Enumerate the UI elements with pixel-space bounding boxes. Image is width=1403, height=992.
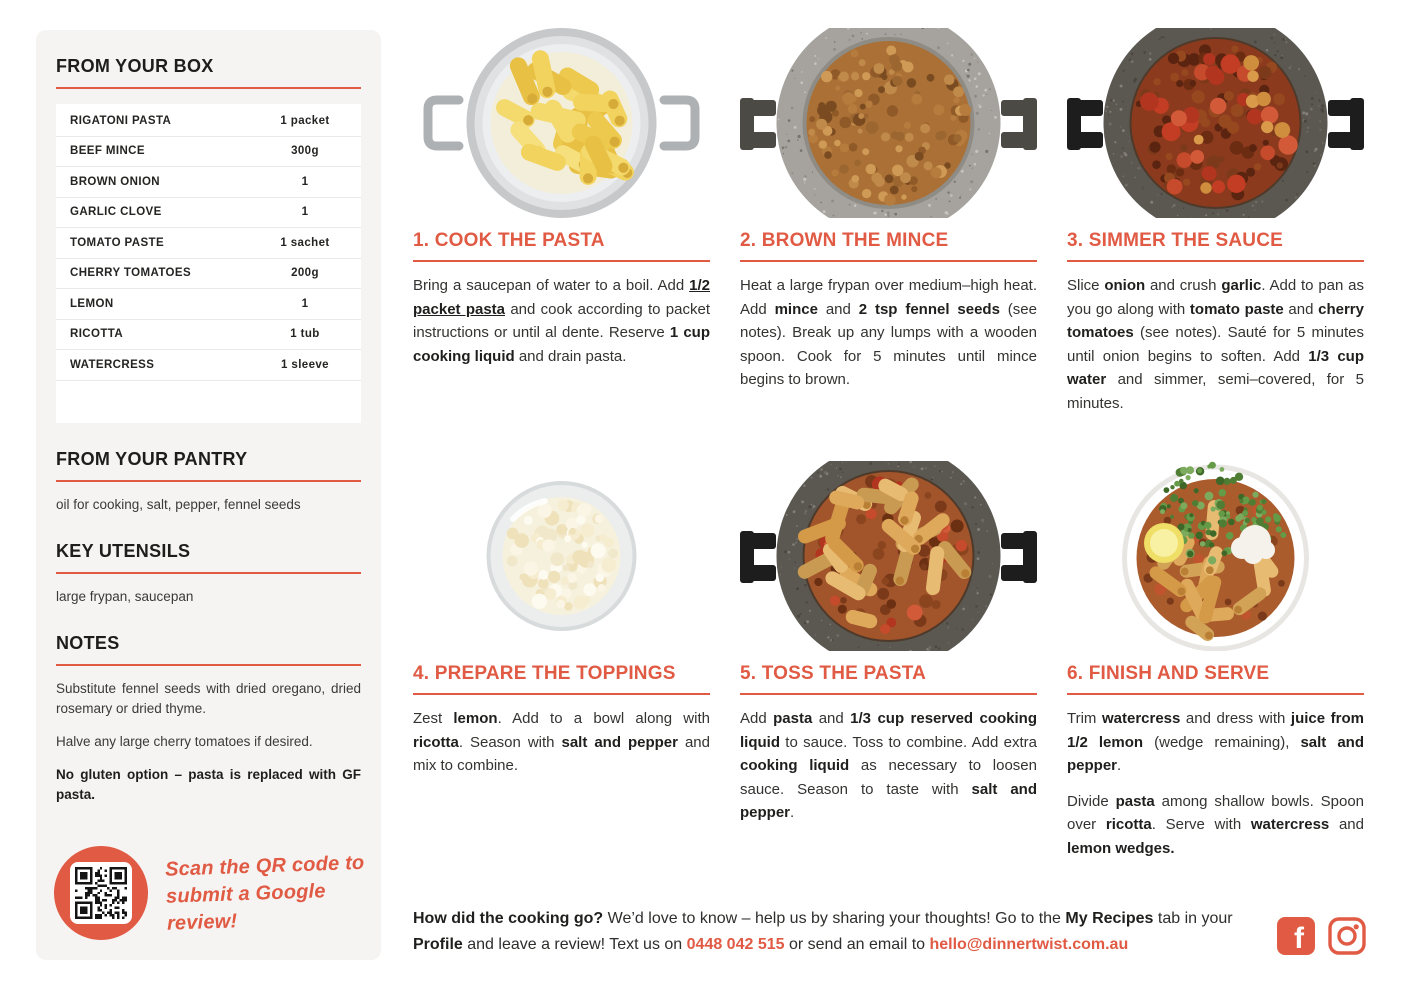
phone-number[interactable]: 0448 042 515 [686,936,785,953]
text-segment: and mix to combine. [413,733,710,774]
text-segment: lemon wedges. [1067,839,1175,857]
step-3-card [1067,28,1364,427]
steps-grid [413,28,1364,872]
text-segment: or send an email to [784,936,930,953]
from-your-pantry-title: FROM YOUR PANTRY [56,449,361,482]
ingredient-row [56,228,361,259]
text-segment: . Serve with [1151,816,1251,833]
text-segment: juice from 1/2 lemon [1067,710,1364,751]
ingredient-quantity: 200g [291,267,319,280]
text-segment: (see notes). Break up any lumps with a wooden spoon. Cook for 5 minutes until mince begins to brown. [740,300,1037,388]
ingredient-name: WATERCRESS [70,358,155,371]
sidebar [36,30,381,960]
step-5-instructions [740,707,1037,825]
from-your-box-title: FROM YOUR BOX [56,56,361,89]
text-segment: Profile [413,936,463,953]
text-segment: and [1283,300,1319,318]
social-icons [1277,917,1366,955]
email-link[interactable]: hello@dinnertwist.com.au [929,936,1129,953]
step-4-instructions [413,707,710,778]
qr-caption-line1: Scan the QR code to [164,851,365,881]
text-segment: How did the cooking go? [413,910,604,927]
ingredient-name: RICOTTA [70,328,124,341]
text-segment: (see notes). Sauté for 5 minutes until onion begins to soften. Add [1067,324,1364,365]
text-segment: salt and pepper [1067,733,1364,774]
qr-caption-line2: submit a Google review! [165,879,327,935]
text-segment: Trim [1067,710,1102,727]
ingredient-quantity: 1 [301,297,309,310]
ingredient-quantity: 1 [301,175,309,188]
text-segment: cherry tomatoes [1067,300,1364,341]
instagram-icon[interactable] [1328,917,1366,955]
text-segment: pasta [1115,792,1155,810]
mince-pan-image [740,28,1037,218]
text-segment: . Add to a bowl along with [497,710,710,727]
ingredient-row [56,106,361,137]
text-segment: and cook according to packet instructions or until al dente. Reserve [413,300,710,341]
step-2-photo [740,28,1037,218]
text-segment: Add [740,710,774,727]
ingredient-name: CHERRY TOMATOES [70,267,192,280]
step-6-photo [1067,461,1364,651]
ingredient-row [56,198,361,229]
text-segment: Slice [1067,277,1105,294]
facebook-icon[interactable] [1277,917,1315,955]
text-segment: 2 tsp fennel seeds [858,300,1000,318]
text-segment: and [1329,816,1364,833]
text-segment: watercress [1101,710,1181,727]
text-segment: Halve any large cherry tomatoes if desired. [56,733,313,749]
text-segment: Bring a saucepan of water to a boil. Add [413,277,690,294]
step-4-title: 4. PREPARE THE TOPPINGS [413,663,710,695]
ingredient-row [56,137,361,168]
text-segment: mince [774,300,818,318]
text-segment: Zest [413,710,454,727]
ingredient-quantity: 1 [301,206,309,219]
step-4-photo [413,461,710,651]
ingredient-row [56,320,361,351]
footer-feedback-text [413,906,1265,958]
step-6-card [1067,461,1364,872]
key-utensils-title: KEY UTENSILS [56,541,361,574]
utensils-items: large frypan, saucepan [56,588,194,604]
text-segment: among shallow bowls. Spoon over [1067,792,1364,833]
text-segment: to sauce. Toss to combine. Add extra [780,733,1037,751]
text-segment: 1/3 cup water [1067,347,1365,388]
text-segment: Heat a large frypan over medium–high heat. Add [740,277,1037,318]
text-segment: and dress with [1180,710,1291,727]
qr-caption [165,849,383,937]
notes-list [56,679,361,805]
text-segment: lemon [453,710,498,727]
ingredient-name: BROWN ONION [70,175,161,188]
text-segment: watercress [1250,816,1330,833]
step-2-card [740,28,1037,427]
text-segment: and simmer, semi–covered, for 5 minutes. [1067,371,1364,412]
step-5-photo [740,461,1037,651]
step-1-title: 1. COOK THE PASTA [413,230,710,262]
notes-title: NOTES [56,633,361,666]
step-6-instructions [1067,707,1364,860]
pantry-items: oil for cooking, salt, pepper, fennel seeds [56,496,301,512]
served-bowl-image [1067,461,1364,651]
text-segment: . Add to pan as you go along with [1067,277,1364,318]
text-segment: No gluten option – pasta is replaced with GF pasta. [56,766,361,802]
ingredient-quantity: 1 sleeve [281,358,329,371]
qr-code-icon [75,867,127,919]
text-segment: (wedge remaining), [1143,733,1301,751]
text-segment: onion [1104,277,1146,294]
qr-circle [54,846,148,940]
step-2-title: 2. BROWN THE MINCE [740,230,1037,262]
text-segment: We’d love to know – help us by sharing your thoughts! Go to the [603,910,1066,927]
step-6-title: 6. FINISH AND SERVE [1067,663,1364,695]
text-segment: pasta [773,710,813,727]
ingredient-name: BEEF MINCE [70,145,145,158]
ricotta-bowl-image [413,461,710,651]
text-segment: Divide [1067,792,1116,810]
text-segment: 1/2 packet pasta [413,277,710,318]
ingredient-quantity: 300g [291,145,319,158]
text-segment: and crush [1145,277,1222,294]
sauce-pot-image [1067,28,1364,218]
text-segment: ricotta [1105,816,1152,833]
ingredient-name: LEMON [70,297,114,310]
text-segment: 1 cup cooking liquid [413,324,710,365]
ingredient-row [56,167,361,198]
ingredient-name: TOMATO PASTE [70,236,165,249]
text-segment: . [1117,757,1122,774]
tossed-pasta-pot-image [740,461,1037,651]
step-1-photo [413,28,710,218]
ingredient-row [56,289,361,320]
text-segment: . Season with [458,733,562,751]
ingredient-row [56,259,361,290]
text-segment: tomato paste [1189,300,1284,318]
text-segment: and [817,300,859,318]
text-segment: Substitute fennel seeds with dried oregano, dried rosemary or dried thyme. [56,680,361,716]
ingredient-quantity: 1 packet [280,114,330,127]
step-1-card [413,28,710,427]
text-segment: cooking liquid [740,757,850,774]
text-segment: ricotta [413,733,459,751]
text-segment: and drain pasta. [514,347,627,365]
ingredient-row [56,350,361,381]
text-segment: and [812,710,851,727]
step-2-instructions [740,274,1037,392]
step-4-card [413,461,710,872]
text-segment: as necessary to loosen sauce. Season to taste with [740,757,1037,798]
google-review-block [54,846,381,940]
pasta-pot-image [413,28,710,218]
ingredients-table [56,104,361,423]
ingredient-quantity: 1 tub [290,328,320,341]
step-5-card [740,461,1037,872]
ingredient-quantity: 1 sachet [280,236,330,249]
step-3-title: 3. SIMMER THE SAUCE [1067,230,1364,262]
step-1-instructions [413,274,710,368]
svg-text:f: f [1294,922,1304,955]
step-3-photo [1067,28,1364,218]
text-segment: salt and pepper [561,733,678,751]
text-segment: salt and pepper [740,780,1037,821]
text-segment: tab in your [1153,910,1233,927]
step-3-instructions [1067,274,1364,415]
ingredient-name: GARLIC CLOVE [70,206,162,219]
step-5-title: 5. TOSS THE PASTA [740,663,1037,695]
text-segment: garlic [1221,277,1262,294]
text-segment: My Recipes [1065,910,1154,927]
text-segment: . [790,804,795,821]
ingredient-name: RIGATONI PASTA [70,114,172,127]
text-segment: and leave a review! Text us on [462,936,687,953]
text-segment: 1/3 cup reserved cooking liquid [740,710,1037,751]
